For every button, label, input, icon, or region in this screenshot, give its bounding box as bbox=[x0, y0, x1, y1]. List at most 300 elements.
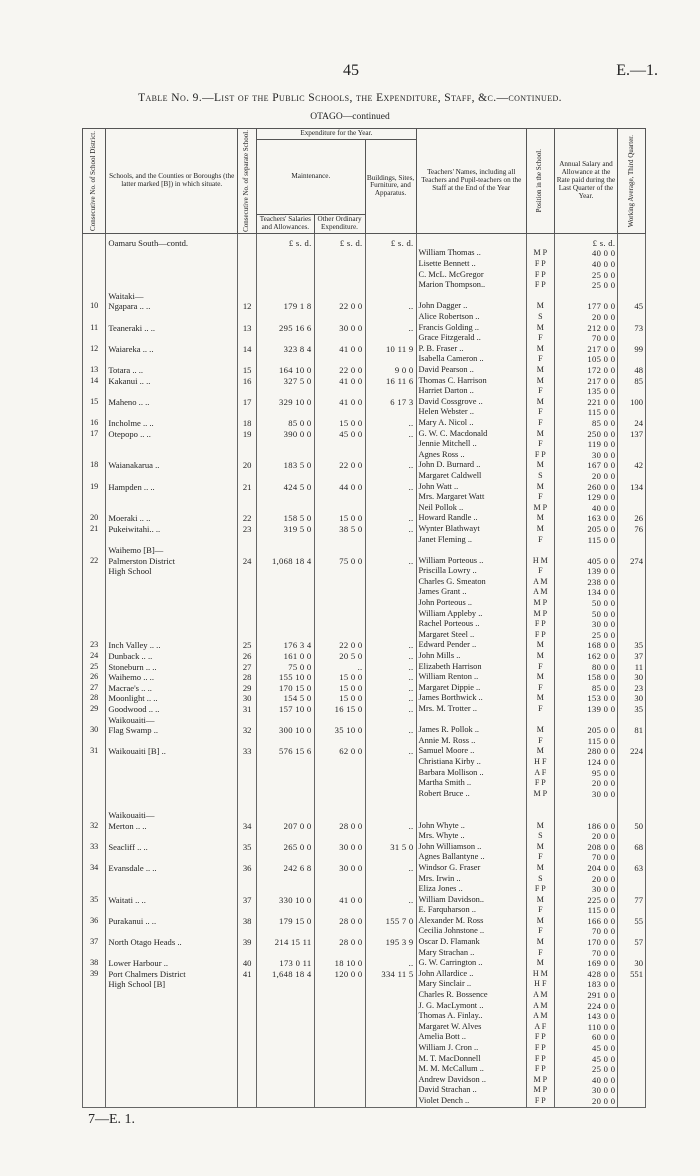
cell-position: M bbox=[526, 746, 554, 757]
table-row bbox=[83, 979, 646, 990]
cell-school-name: Inch Valley .. .. bbox=[106, 640, 238, 651]
cell-salary-value: 30 0 0 bbox=[554, 1085, 618, 1096]
cell-salaries-value: £ s. d. bbox=[257, 233, 314, 248]
cell-teacher-name: William Thomas .. bbox=[416, 248, 526, 259]
header-teachers: Teachers' Names, including all Teachers and Pupil-teachers on the Staff at the End of the Year bbox=[416, 129, 526, 234]
cell-salaries-value bbox=[257, 948, 314, 959]
cell-working-average bbox=[618, 598, 646, 609]
cell-position: M bbox=[526, 916, 554, 927]
table-row bbox=[83, 418, 646, 429]
cell-buildings-value: 334 11 5 bbox=[365, 969, 416, 980]
cell-school-number bbox=[238, 1054, 257, 1065]
cell-buildings-value bbox=[365, 757, 416, 768]
cell-position: H M bbox=[526, 969, 554, 980]
cell-teacher-name: Amelia Bott .. bbox=[416, 1032, 526, 1043]
cell-buildings-value bbox=[365, 715, 416, 726]
cell-school-name bbox=[106, 619, 238, 630]
cell-buildings-value bbox=[365, 354, 416, 365]
cell-other-value bbox=[314, 926, 365, 937]
cell-salary-value: 225 0 0 bbox=[554, 895, 618, 906]
cell-working-average bbox=[618, 386, 646, 397]
header-salaries: Teachers' Salaries and Allowances. bbox=[257, 215, 314, 234]
cell-salary-value bbox=[554, 810, 618, 821]
cell-other-value: 22 0 0 bbox=[314, 301, 365, 312]
cell-district-number bbox=[83, 768, 106, 779]
cell-teacher-name: Thomas C. Harrison bbox=[416, 376, 526, 387]
cell-district-number bbox=[83, 1011, 106, 1022]
cell-school-name: Flag Swamp .. bbox=[106, 725, 238, 736]
cell-buildings-value bbox=[365, 280, 416, 291]
cell-salary-value: 143 0 0 bbox=[554, 1011, 618, 1022]
cell-salary-value: 129 0 0 bbox=[554, 492, 618, 503]
table-row bbox=[83, 439, 646, 450]
cell-buildings-value: .. bbox=[365, 482, 416, 493]
table-row bbox=[83, 323, 646, 334]
cell-buildings-value bbox=[365, 1085, 416, 1096]
table-row bbox=[83, 566, 646, 577]
cell-salaries-value bbox=[257, 503, 314, 514]
cell-salary-value: 25 0 0 bbox=[554, 270, 618, 281]
cell-buildings-value bbox=[365, 587, 416, 598]
table-row bbox=[83, 1022, 646, 1033]
cell-other-value bbox=[314, 852, 365, 863]
cell-other-value: 28 0 0 bbox=[314, 821, 365, 832]
cell-district-number: 14 bbox=[83, 376, 106, 387]
cell-teacher-name: Barbara Mollison .. bbox=[416, 768, 526, 779]
cell-working-average bbox=[618, 259, 646, 270]
cell-position: A M bbox=[526, 1001, 554, 1012]
cell-other-value: 16 15 0 bbox=[314, 704, 365, 715]
cell-teacher-name: James Borthwick .. bbox=[416, 693, 526, 704]
cell-buildings-value bbox=[365, 990, 416, 1001]
cell-salaries-value: 157 10 0 bbox=[257, 704, 314, 715]
cell-school-number: 30 bbox=[238, 693, 257, 704]
cell-school-number bbox=[238, 990, 257, 1001]
cell-working-average: 63 bbox=[618, 863, 646, 874]
cell-salaries-value bbox=[257, 1022, 314, 1033]
cell-district-number bbox=[83, 1096, 106, 1107]
cell-buildings-value bbox=[365, 386, 416, 397]
cell-salaries-value: 154 5 0 bbox=[257, 693, 314, 704]
cell-school-number bbox=[238, 1096, 257, 1107]
cell-working-average bbox=[618, 354, 646, 365]
cell-school-number: 13 bbox=[238, 323, 257, 334]
cell-school-name bbox=[106, 471, 238, 482]
cell-salary-value: 40 0 0 bbox=[554, 248, 618, 259]
cell-position: S bbox=[526, 471, 554, 482]
table-row bbox=[83, 725, 646, 736]
cell-salary-value: 204 0 0 bbox=[554, 863, 618, 874]
cell-position: F bbox=[526, 386, 554, 397]
cell-district-number bbox=[83, 577, 106, 588]
cell-buildings-value bbox=[365, 979, 416, 990]
cell-salary-value: 280 0 0 bbox=[554, 746, 618, 757]
cell-salaries-value bbox=[257, 810, 314, 821]
cell-buildings-value bbox=[365, 789, 416, 800]
cell-school-name: Port Chalmers District bbox=[106, 969, 238, 980]
cell-district-number: 23 bbox=[83, 640, 106, 651]
cell-salaries-value bbox=[257, 778, 314, 789]
cell-position bbox=[526, 233, 554, 248]
cell-position: M bbox=[526, 524, 554, 535]
cell-district-number bbox=[83, 270, 106, 281]
cell-salaries-value bbox=[257, 450, 314, 461]
cell-district-number bbox=[83, 778, 106, 789]
cell-school-number: 29 bbox=[238, 683, 257, 694]
cell-other-value bbox=[314, 630, 365, 641]
cell-working-average bbox=[618, 884, 646, 895]
table-row bbox=[83, 1043, 646, 1054]
cell-buildings-value: .. bbox=[365, 746, 416, 757]
cell-school-number bbox=[238, 291, 257, 302]
cell-buildings-value: .. bbox=[365, 651, 416, 662]
cell-school-name bbox=[106, 1043, 238, 1054]
table-row bbox=[83, 524, 646, 535]
cell-school-number bbox=[238, 259, 257, 270]
cell-salary-value: 139 0 0 bbox=[554, 704, 618, 715]
cell-buildings-value: .. bbox=[365, 821, 416, 832]
cell-buildings-value: 10 11 9 bbox=[365, 344, 416, 355]
document-reference: E.—1. bbox=[616, 62, 658, 79]
cell-buildings-value bbox=[365, 577, 416, 588]
cell-district-number bbox=[83, 386, 106, 397]
schools-table bbox=[82, 128, 646, 1108]
cell-working-average bbox=[618, 874, 646, 885]
cell-working-average bbox=[618, 587, 646, 598]
cell-working-average bbox=[618, 609, 646, 620]
cell-teacher-name bbox=[416, 715, 526, 726]
cell-position: M P bbox=[526, 598, 554, 609]
cell-position: A M bbox=[526, 990, 554, 1001]
cell-salaries-value bbox=[257, 1075, 314, 1086]
cell-school-number: 31 bbox=[238, 704, 257, 715]
table-row bbox=[83, 768, 646, 779]
cell-teacher-name: Agnes Ross .. bbox=[416, 450, 526, 461]
cell-school-name bbox=[106, 831, 238, 842]
cell-buildings-value bbox=[365, 312, 416, 323]
cell-salary-value: 115 0 0 bbox=[554, 736, 618, 747]
cell-school-number bbox=[238, 609, 257, 620]
cell-salaries-value bbox=[257, 259, 314, 270]
cell-school-name bbox=[106, 407, 238, 418]
table-row bbox=[83, 1085, 646, 1096]
cell-salaries-value bbox=[257, 609, 314, 620]
cell-position: M P bbox=[526, 1075, 554, 1086]
cell-school-name: High School bbox=[106, 566, 238, 577]
cell-school-number bbox=[238, 503, 257, 514]
table-row bbox=[83, 757, 646, 768]
cell-salary-value: 20 0 0 bbox=[554, 312, 618, 323]
cell-buildings-value bbox=[365, 778, 416, 789]
cell-salaries-value bbox=[257, 905, 314, 916]
cell-school-number: 15 bbox=[238, 365, 257, 376]
table-row bbox=[83, 916, 646, 927]
cell-other-value: 22 0 0 bbox=[314, 460, 365, 471]
cell-salaries-value: 183 5 0 bbox=[257, 460, 314, 471]
cell-position: F bbox=[526, 333, 554, 344]
cell-school-name bbox=[106, 259, 238, 270]
cell-district-number bbox=[83, 1032, 106, 1043]
table-row bbox=[83, 1011, 646, 1022]
cell-position: F bbox=[526, 926, 554, 937]
cell-other-value bbox=[314, 619, 365, 630]
cell-school-name bbox=[106, 948, 238, 959]
header-expenditure: Expenditure for the Year. bbox=[257, 129, 416, 140]
cell-salaries-value bbox=[257, 990, 314, 1001]
cell-other-value: 15 0 0 bbox=[314, 513, 365, 524]
cell-school-name bbox=[106, 1022, 238, 1033]
cell-school-name: Waikouaiti— bbox=[106, 810, 238, 821]
table-body bbox=[83, 233, 646, 1107]
cell-salaries-value: 424 5 0 bbox=[257, 482, 314, 493]
cell-other-value bbox=[314, 280, 365, 291]
cell-school-number: 12 bbox=[238, 301, 257, 312]
cell-school-number bbox=[238, 778, 257, 789]
cell-teacher-name: Christiana Kirby .. bbox=[416, 757, 526, 768]
cell-position: M bbox=[526, 672, 554, 683]
cell-working-average: 224 bbox=[618, 746, 646, 757]
cell-salary-value bbox=[554, 715, 618, 726]
cell-school-name: Teaneraki .. .. bbox=[106, 323, 238, 334]
cell-teacher-name bbox=[416, 810, 526, 821]
cell-school-number bbox=[238, 905, 257, 916]
cell-working-average bbox=[618, 566, 646, 577]
cell-working-average: 85 bbox=[618, 376, 646, 387]
cell-working-average bbox=[618, 270, 646, 281]
cell-salary-value: 30 0 0 bbox=[554, 619, 618, 630]
cell-position: M bbox=[526, 863, 554, 874]
cell-salary-value: 115 0 0 bbox=[554, 535, 618, 546]
cell-school-number bbox=[238, 1032, 257, 1043]
cell-salaries-value bbox=[257, 757, 314, 768]
cell-salary-value: 45 0 0 bbox=[554, 1054, 618, 1065]
cell-school-number: 36 bbox=[238, 863, 257, 874]
cell-teacher-name bbox=[416, 799, 526, 810]
cell-salaries-value: 207 0 0 bbox=[257, 821, 314, 832]
cell-district-number bbox=[83, 535, 106, 546]
cell-buildings-value bbox=[365, 1096, 416, 1107]
cell-school-number bbox=[238, 535, 257, 546]
table-row bbox=[83, 301, 646, 312]
cell-district-number bbox=[83, 1001, 106, 1012]
table-row bbox=[83, 874, 646, 885]
cell-working-average bbox=[618, 768, 646, 779]
cell-other-value bbox=[314, 587, 365, 598]
cell-salary-value: 20 0 0 bbox=[554, 1096, 618, 1107]
cell-buildings-value bbox=[365, 1043, 416, 1054]
cell-school-name: Waitaki— bbox=[106, 291, 238, 302]
cell-district-number: 12 bbox=[83, 344, 106, 355]
cell-teacher-name: Grace Fitzgerald .. bbox=[416, 333, 526, 344]
cell-district-number: 13 bbox=[83, 365, 106, 376]
table-row bbox=[83, 958, 646, 969]
cell-teacher-name: Margaret Steel .. bbox=[416, 630, 526, 641]
table-row bbox=[83, 365, 646, 376]
cell-teacher-name: Annie M. Ross .. bbox=[416, 736, 526, 747]
cell-district-number bbox=[83, 789, 106, 800]
cell-position: F P bbox=[526, 1043, 554, 1054]
table-row bbox=[83, 397, 646, 408]
cell-position: M bbox=[526, 895, 554, 906]
cell-district-number bbox=[83, 905, 106, 916]
cell-school-name: Purakanui .. .. bbox=[106, 916, 238, 927]
cell-salary-value: 221 0 0 bbox=[554, 397, 618, 408]
cell-buildings-value bbox=[365, 852, 416, 863]
table-row bbox=[83, 354, 646, 365]
cell-working-average: 45 bbox=[618, 301, 646, 312]
cell-other-value bbox=[314, 609, 365, 620]
cell-position: M bbox=[526, 376, 554, 387]
table-row bbox=[83, 831, 646, 842]
cell-other-value bbox=[314, 1096, 365, 1107]
cell-other-value bbox=[314, 577, 365, 588]
cell-salary-value: 70 0 0 bbox=[554, 948, 618, 959]
table-row bbox=[83, 233, 646, 248]
cell-other-value bbox=[314, 312, 365, 323]
cell-salary-value: 20 0 0 bbox=[554, 874, 618, 885]
cell-position: M bbox=[526, 513, 554, 524]
cell-salary-value: 70 0 0 bbox=[554, 333, 618, 344]
table-row bbox=[83, 672, 646, 683]
table-row bbox=[83, 312, 646, 323]
cell-school-number bbox=[238, 799, 257, 810]
table-row bbox=[83, 1054, 646, 1065]
cell-salaries-value: 300 10 0 bbox=[257, 725, 314, 736]
cell-school-name: Seacliff .. .. bbox=[106, 842, 238, 853]
cell-other-value bbox=[314, 1043, 365, 1054]
cell-school-number bbox=[238, 598, 257, 609]
cell-buildings-value bbox=[365, 1001, 416, 1012]
table-row bbox=[83, 704, 646, 715]
cell-district-number bbox=[83, 715, 106, 726]
cell-teacher-name: Mrs. Irwin .. bbox=[416, 874, 526, 885]
cell-salaries-value: 390 0 0 bbox=[257, 429, 314, 440]
table-row bbox=[83, 545, 646, 556]
cell-school-number bbox=[238, 979, 257, 990]
table-row bbox=[83, 535, 646, 546]
cell-working-average: 100 bbox=[618, 397, 646, 408]
cell-salary-value: 95 0 0 bbox=[554, 768, 618, 779]
cell-other-value: 120 0 0 bbox=[314, 969, 365, 980]
table-row bbox=[83, 789, 646, 800]
cell-salary-value: 115 0 0 bbox=[554, 407, 618, 418]
cell-other-value bbox=[314, 248, 365, 259]
cell-school-number: 17 bbox=[238, 397, 257, 408]
cell-other-value bbox=[314, 1085, 365, 1096]
cell-teacher-name: Janet Fleming .. bbox=[416, 535, 526, 546]
cell-salaries-value: 242 6 8 bbox=[257, 863, 314, 874]
cell-salary-value: 134 0 0 bbox=[554, 587, 618, 598]
cell-school-name bbox=[106, 248, 238, 259]
cell-salary-value: 172 0 0 bbox=[554, 365, 618, 376]
cell-district-number bbox=[83, 619, 106, 630]
cell-school-name: Waikouaiti— bbox=[106, 715, 238, 726]
cell-working-average: 24 bbox=[618, 418, 646, 429]
cell-other-value: 15 0 0 bbox=[314, 683, 365, 694]
cell-teacher-name: Margaret W. Alves bbox=[416, 1022, 526, 1033]
cell-working-average: 137 bbox=[618, 429, 646, 440]
cell-buildings-value bbox=[365, 566, 416, 577]
cell-school-name bbox=[106, 450, 238, 461]
cell-position: F bbox=[526, 948, 554, 959]
table-row bbox=[83, 640, 646, 651]
cell-salary-value: 40 0 0 bbox=[554, 1075, 618, 1086]
cell-working-average: 77 bbox=[618, 895, 646, 906]
cell-school-name bbox=[106, 990, 238, 1001]
table-row bbox=[83, 1001, 646, 1012]
cell-position: A F bbox=[526, 1022, 554, 1033]
cell-buildings-value: .. bbox=[365, 958, 416, 969]
cell-working-average bbox=[618, 291, 646, 302]
cell-school-number: 41 bbox=[238, 969, 257, 980]
table-row bbox=[83, 270, 646, 281]
cell-buildings-value: 6 17 3 bbox=[365, 397, 416, 408]
cell-teacher-name: Charles G. Smeaton bbox=[416, 577, 526, 588]
cell-working-average: 73 bbox=[618, 323, 646, 334]
cell-school-number bbox=[238, 619, 257, 630]
cell-working-average bbox=[618, 450, 646, 461]
table-row bbox=[83, 609, 646, 620]
cell-working-average: 76 bbox=[618, 524, 646, 535]
cell-other-value bbox=[314, 1032, 365, 1043]
table-row bbox=[83, 683, 646, 694]
cell-other-value bbox=[314, 1054, 365, 1065]
cell-salaries-value bbox=[257, 736, 314, 747]
cell-other-value: 75 0 0 bbox=[314, 556, 365, 567]
cell-salaries-value: 1,068 18 4 bbox=[257, 556, 314, 567]
cell-school-name: Waihemo .. .. bbox=[106, 672, 238, 683]
cell-working-average: 99 bbox=[618, 344, 646, 355]
cell-district-number bbox=[83, 233, 106, 248]
cell-district-number bbox=[83, 810, 106, 821]
cell-school-number bbox=[238, 1022, 257, 1033]
cell-working-average bbox=[618, 492, 646, 503]
cell-school-number bbox=[238, 1043, 257, 1054]
cell-salary-value: 135 0 0 bbox=[554, 386, 618, 397]
header-consec-district: Consecutive No. of School District. bbox=[83, 129, 106, 234]
cell-district-number: 24 bbox=[83, 651, 106, 662]
cell-district-number bbox=[83, 799, 106, 810]
cell-district-number: 30 bbox=[83, 725, 106, 736]
cell-salaries-value bbox=[257, 619, 314, 630]
cell-school-name bbox=[106, 1096, 238, 1107]
cell-other-value bbox=[314, 757, 365, 768]
cell-school-name: Maheno .. .. bbox=[106, 397, 238, 408]
cell-position: F bbox=[526, 852, 554, 863]
cell-salaries-value: 164 10 0 bbox=[257, 365, 314, 376]
cell-position: F P bbox=[526, 1054, 554, 1065]
cell-other-value: 28 0 0 bbox=[314, 916, 365, 927]
cell-working-average bbox=[618, 926, 646, 937]
cell-working-average bbox=[618, 1085, 646, 1096]
table-title: Table No. 9.—List of the Public Schools, the Expenditure, Staff, &c.—continued. bbox=[138, 92, 562, 104]
cell-position: M bbox=[526, 460, 554, 471]
cell-district-number bbox=[83, 598, 106, 609]
cell-district-number: 31 bbox=[83, 746, 106, 757]
cell-school-name bbox=[106, 386, 238, 397]
cell-school-number bbox=[238, 450, 257, 461]
cell-working-average bbox=[618, 1064, 646, 1075]
cell-school-name: Evansdale .. .. bbox=[106, 863, 238, 874]
cell-teacher-name: John Allardice .. bbox=[416, 969, 526, 980]
cell-teacher-name: J. G. MacLymont .. bbox=[416, 1001, 526, 1012]
cell-buildings-value: .. bbox=[365, 863, 416, 874]
cell-salaries-value bbox=[257, 492, 314, 503]
cell-working-average: 551 bbox=[618, 969, 646, 980]
cell-buildings-value: .. bbox=[365, 524, 416, 535]
cell-working-average bbox=[618, 789, 646, 800]
cell-salary-value: 70 0 0 bbox=[554, 852, 618, 863]
